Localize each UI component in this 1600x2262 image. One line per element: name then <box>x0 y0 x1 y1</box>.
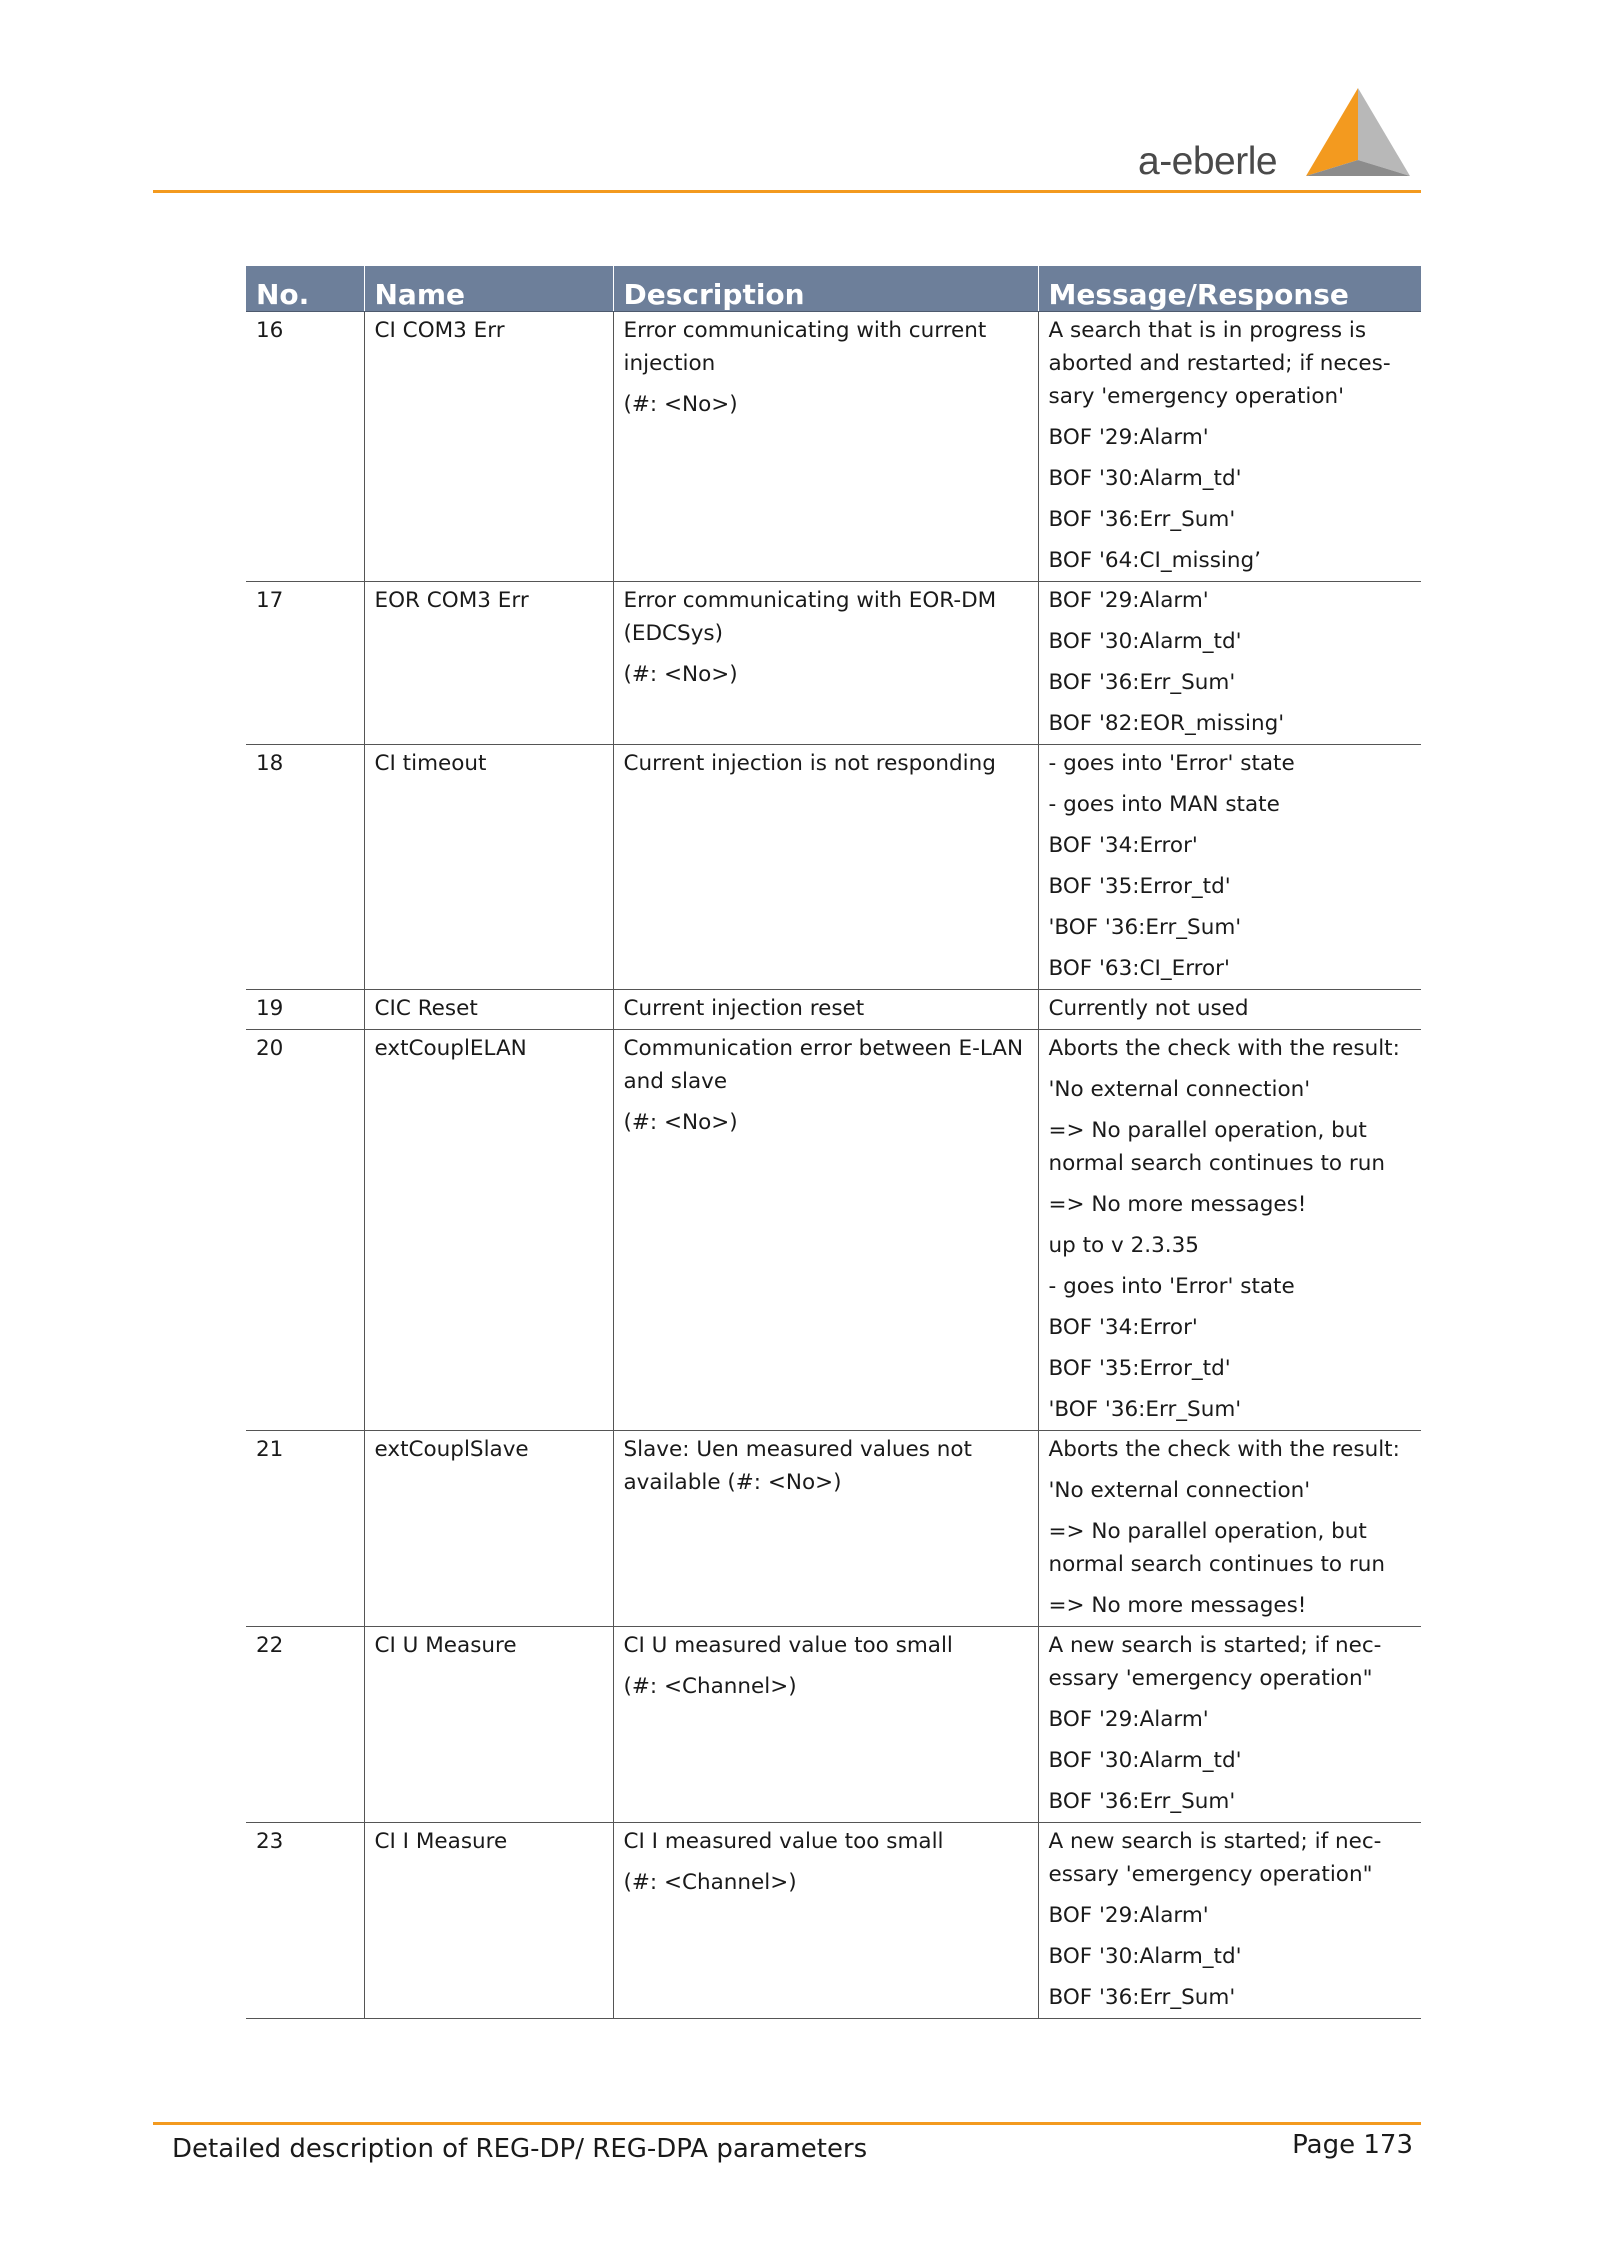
row-description <box>613 745 1038 990</box>
response-line: BOF '35:Error_td' <box>1048 1356 1231 1381</box>
row-description <box>613 1431 1038 1627</box>
response-line: BOF '29:Alarm' <box>1048 425 1209 450</box>
footer-rule <box>153 2122 1421 2125</box>
page-number: Page 173 <box>1292 2130 1413 2160</box>
parameter-table <box>246 266 1421 2019</box>
response-line: => No parallel operation, but normal search continues to run <box>1048 1519 1385 1577</box>
response-line: - goes into 'Error' state <box>1048 1274 1295 1299</box>
logo-triangle-icon <box>1306 88 1410 184</box>
row-number: 20 <box>246 1030 364 1431</box>
table-body <box>246 312 1421 2019</box>
response-line: BOF '29:Alarm' <box>1048 1707 1209 1732</box>
row-response <box>1038 1823 1421 2019</box>
description-line: CI I measured value too small <box>623 1829 944 1854</box>
response-line: BOF '29:Alarm' <box>1048 588 1209 613</box>
response-line: BOF '36:Err_Sum' <box>1048 507 1236 532</box>
header-rule <box>153 190 1421 193</box>
column-header-response: Message/Response <box>1038 266 1421 312</box>
row-number: 18 <box>246 745 364 990</box>
response-line: A new search is started; if nec-essary 'emergency operation" <box>1048 1633 1382 1691</box>
table-row <box>246 1627 1421 1823</box>
response-line: A search that is in progress is aborted and restarted; if neces-sary 'emergency operation' <box>1048 318 1391 409</box>
description-line: Error communicating with EOR-DM (EDCSys) <box>623 588 997 646</box>
table-row <box>246 582 1421 745</box>
row-description <box>613 1627 1038 1823</box>
table-row <box>246 312 1421 582</box>
row-description <box>613 1823 1038 2019</box>
row-response <box>1038 1030 1421 1431</box>
response-line: => No more messages! <box>1048 1593 1307 1618</box>
row-number: 16 <box>246 312 364 582</box>
response-line: - goes into MAN state <box>1048 792 1280 817</box>
description-line: (#: <Channel>) <box>623 1870 797 1895</box>
logo-wordmark: a-eberle <box>1138 140 1278 183</box>
row-description <box>613 1030 1038 1431</box>
response-line: => No more messages! <box>1048 1192 1307 1217</box>
row-number: 19 <box>246 990 364 1030</box>
column-header-no: No. <box>246 266 364 312</box>
response-line: 'No external connection' <box>1048 1478 1311 1503</box>
row-name: EOR COM3 Err <box>364 582 613 745</box>
row-response <box>1038 1627 1421 1823</box>
response-line: 'BOF '36:Err_Sum' <box>1048 915 1242 940</box>
response-line: BOF '82:EOR_missing' <box>1048 711 1285 736</box>
response-line: Aborts the check with the result: <box>1048 1437 1400 1462</box>
description-line: (#: <Channel>) <box>623 1674 797 1699</box>
row-number: 23 <box>246 1823 364 2019</box>
response-line: BOF '64:CI_missing’ <box>1048 548 1262 573</box>
description-line: Slave: Uen measured values not available (#: <No>) <box>623 1437 972 1495</box>
row-name: CI I Measure <box>364 1823 613 2019</box>
response-line: BOF '29:Alarm' <box>1048 1903 1209 1928</box>
row-response <box>1038 1431 1421 1627</box>
row-name: extCouplELAN <box>364 1030 613 1431</box>
footer-title: Detailed description of REG-DP/ REG-DPA parameters <box>172 2134 868 2164</box>
row-name: extCouplSlave <box>364 1431 613 1627</box>
response-line: BOF '30:Alarm_td' <box>1048 1748 1242 1773</box>
row-description <box>613 312 1038 582</box>
description-line: Current injection is not responding <box>623 751 996 776</box>
response-line: Aborts the check with the result: <box>1048 1036 1400 1061</box>
row-description <box>613 990 1038 1030</box>
response-line: BOF '30:Alarm_td' <box>1048 1944 1242 1969</box>
row-response <box>1038 582 1421 745</box>
response-line: 'No external connection' <box>1048 1077 1311 1102</box>
row-number: 21 <box>246 1431 364 1627</box>
row-description <box>613 582 1038 745</box>
column-header-description: Description <box>613 266 1038 312</box>
description-line: Communication error between E-LAN and slave <box>623 1036 1024 1094</box>
column-header-name: Name <box>364 266 613 312</box>
table-row <box>246 1030 1421 1431</box>
response-line: BOF '36:Err_Sum' <box>1048 670 1236 695</box>
company-logo <box>1138 88 1410 184</box>
row-name: CI U Measure <box>364 1627 613 1823</box>
description-line: Error communicating with current injection <box>623 318 987 376</box>
row-name: CI COM3 Err <box>364 312 613 582</box>
description-line: Current injection reset <box>623 996 865 1021</box>
row-response <box>1038 312 1421 582</box>
table-row <box>246 745 1421 990</box>
table-row <box>246 990 1421 1030</box>
response-line: BOF '35:Error_td' <box>1048 874 1231 899</box>
response-line: Currently not used <box>1048 996 1249 1021</box>
response-line: BOF '30:Alarm_td' <box>1048 629 1242 654</box>
row-number: 17 <box>246 582 364 745</box>
response-line: BOF '34:Error' <box>1048 1315 1198 1340</box>
description-line: (#: <No>) <box>623 1110 738 1135</box>
response-line: - goes into 'Error' state <box>1048 751 1295 776</box>
response-line: BOF '36:Err_Sum' <box>1048 1985 1236 2010</box>
row-number: 22 <box>246 1627 364 1823</box>
response-line: => No parallel operation, but normal search continues to run <box>1048 1118 1385 1176</box>
response-line: BOF '63:CI_Error' <box>1048 956 1230 981</box>
table-row <box>246 1823 1421 2019</box>
row-response <box>1038 990 1421 1030</box>
description-line: (#: <No>) <box>623 392 738 417</box>
row-name: CI timeout <box>364 745 613 990</box>
response-line: 'BOF '36:Err_Sum' <box>1048 1397 1242 1422</box>
response-line: up to v 2.3.35 <box>1048 1233 1199 1258</box>
table-header-row <box>246 266 1421 312</box>
row-name: CIC Reset <box>364 990 613 1030</box>
response-line: BOF '30:Alarm_td' <box>1048 466 1242 491</box>
response-line: BOF '34:Error' <box>1048 833 1198 858</box>
response-line: BOF '36:Err_Sum' <box>1048 1789 1236 1814</box>
table-row <box>246 1431 1421 1627</box>
description-line: (#: <No>) <box>623 662 738 687</box>
description-line: CI U measured value too small <box>623 1633 953 1658</box>
row-response <box>1038 745 1421 990</box>
response-line: A new search is started; if nec-essary 'emergency operation" <box>1048 1829 1382 1887</box>
